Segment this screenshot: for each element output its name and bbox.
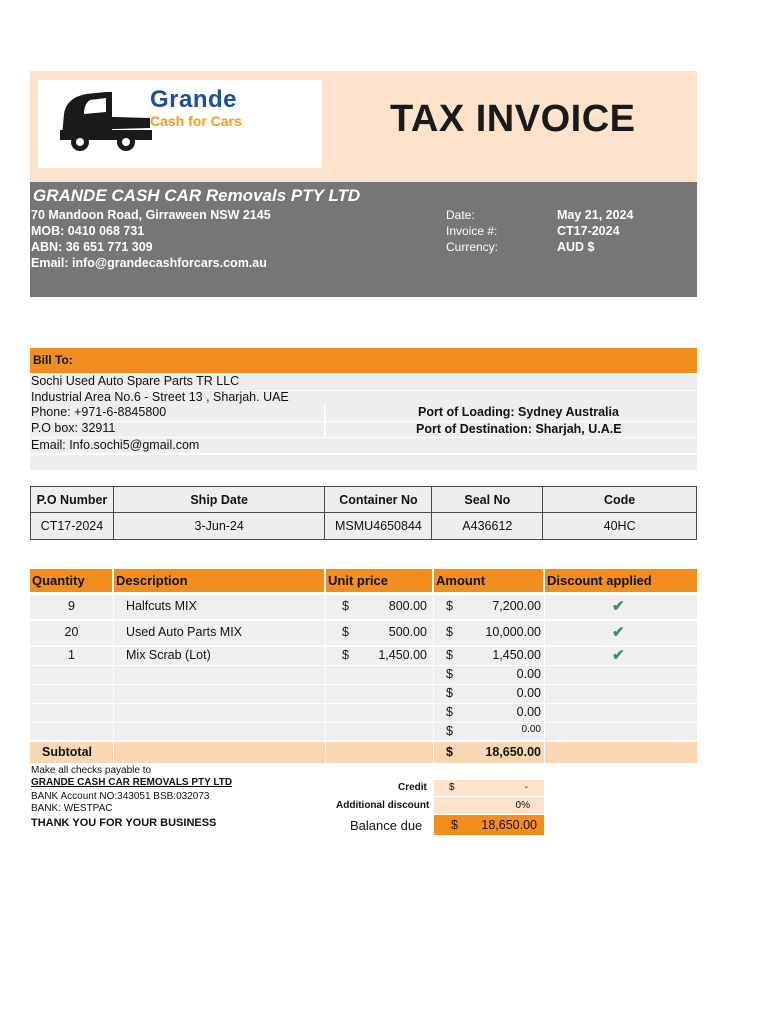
currency-label: Currency: [446, 240, 499, 254]
additional-discount-label: Additional discount [336, 800, 430, 811]
company-email: Email: info@grandecashforcars.com.au [31, 256, 267, 270]
checkmark-icon: ✔ [612, 647, 625, 664]
shipment-table-header [31, 487, 697, 513]
item-row [30, 647, 697, 665]
item-row [30, 685, 697, 703]
tow-truck-icon [60, 86, 152, 156]
subtotal-currency: $ [446, 745, 453, 759]
logo-text-tagline: Cash for Cars [150, 113, 242, 129]
bill-to-heading: Bill To: [33, 353, 73, 367]
shipment-table [30, 486, 697, 540]
bank-account: BANK Account NO:343051 BSB:032073 [31, 791, 210, 802]
bill-to-pobox: P.O box: 32911 [31, 421, 116, 435]
bill-to-company: Sochi Used Auto Spare Parts TR LLC [31, 374, 240, 388]
ship-date-value: 3-Jun-24 [113, 513, 325, 540]
item-row [30, 704, 697, 722]
item-unit-price: 800.00 [388, 599, 427, 613]
item-unit-price: 1,450.00 [378, 648, 427, 662]
bill-to-address: Industrial Area No.6 - Street 13 , Sharjah. UAE [31, 390, 289, 404]
payable-to-text: Make all checks payable to [31, 765, 152, 776]
container-no-value: MSMU4650844 [325, 513, 432, 540]
item-description: Used Auto Parts MIX [126, 625, 243, 639]
item-amount-currency: $ [446, 648, 453, 662]
company-name: GRANDE CASH CAR Removals PTY LTD [33, 186, 361, 205]
item-amount: 0.00 [516, 705, 541, 719]
bill-to-header [30, 348, 697, 373]
additional-discount-cell [434, 797, 544, 814]
item-amount-currency: $ [446, 686, 453, 700]
item-quantity: 20 [64, 625, 79, 639]
header-ship-date: Ship Date [113, 487, 325, 513]
item-amount-currency: $ [446, 599, 453, 613]
item-row [30, 595, 697, 619]
item-row [30, 621, 697, 645]
item-quantity: 9 [68, 599, 75, 613]
bill-divider [324, 406, 326, 437]
item-unit-currency: $ [342, 599, 349, 613]
credit-currency: $ [449, 782, 455, 793]
date-value: May 21, 2024 [557, 208, 634, 222]
items-table-header [30, 569, 697, 592]
balance-due-value: 18,650.00 [481, 818, 537, 832]
subtotal-row [30, 742, 697, 763]
checkmark-icon: ✔ [612, 598, 625, 615]
item-description: Halfcuts MIX [126, 599, 197, 613]
credit-cell [434, 780, 544, 796]
header-container-no: Container No [325, 487, 432, 513]
header-unit-price: Unit price [326, 569, 432, 592]
shipment-table-row [31, 513, 697, 540]
company-logo [38, 80, 322, 168]
additional-discount-value: 0% [515, 800, 530, 811]
item-amount-currency: $ [446, 667, 453, 681]
balance-due-label: Balance due [350, 818, 423, 833]
subtotal-label: Subtotal [42, 745, 92, 759]
item-amount: 0.00 [516, 686, 541, 700]
thank-you-text: THANK YOU FOR YOUR BUSINESS [31, 817, 217, 829]
header-description: Description [114, 569, 324, 592]
item-row [30, 723, 697, 740]
seal-no-value: A436612 [432, 513, 543, 540]
credit-label: Credit [398, 782, 427, 793]
item-unit-currency: $ [342, 648, 349, 662]
currency-value: AUD $ [557, 240, 595, 254]
item-amount-currency: $ [446, 724, 453, 738]
item-amount: 10,000.00 [485, 625, 541, 639]
credit-value: - [524, 782, 528, 793]
header-po-number: P.O Number [31, 487, 114, 513]
header-discount-applied: Discount applied [545, 569, 697, 592]
bill-to-email: Email: Info.sochi5@gmail.com [31, 438, 200, 452]
port-of-destination: Port of Destination: Sharjah, U.A.E [416, 422, 622, 436]
subtotal-value: 18,650.00 [485, 745, 541, 759]
code-value: 40HC [543, 513, 697, 540]
invoice-number-label: Invoice #: [446, 224, 498, 238]
header-code: Code [543, 487, 697, 513]
company-address: 70 Mandoon Road, Girraween NSW 2145 [31, 208, 271, 222]
bill-row [30, 455, 697, 470]
bank-name: BANK: WESTPAC [31, 803, 113, 814]
invoice-title: TAX INVOICE [390, 98, 636, 140]
item-unit-price: 500.00 [388, 625, 427, 639]
header-amount: Amount [434, 569, 543, 592]
item-amount-currency: $ [446, 625, 453, 639]
header-quantity: Quantity [30, 569, 112, 592]
header-seal-no: Seal No [432, 487, 543, 513]
logo-text-grande: Grande [150, 86, 238, 113]
bill-to-phone: Phone: +971-6-8845800 [31, 405, 167, 419]
checkmark-icon: ✔ [612, 624, 625, 641]
item-amount-currency: $ [446, 705, 453, 719]
port-of-loading: Port of Loading: Sydney Australia [418, 405, 619, 419]
item-amount: 0.00 [516, 667, 541, 681]
item-amount: 0.00 [521, 724, 541, 735]
invoice-number-value: CT17-2024 [557, 224, 620, 238]
balance-currency: $ [451, 818, 458, 832]
company-mobile: MOB: 0410 068 731 [31, 224, 145, 238]
balance-due-cell [434, 815, 544, 835]
item-description: Mix Scrab (Lot) [126, 648, 211, 662]
item-row [30, 666, 697, 684]
item-amount: 1,450.00 [492, 648, 541, 662]
item-quantity: 1 [68, 648, 75, 662]
item-unit-currency: $ [342, 625, 349, 639]
date-label: Date: [446, 208, 475, 222]
company-abn: ABN: 36 651 771 309 [31, 240, 153, 254]
po-number-value: CT17-2024 [31, 513, 114, 540]
item-amount: 7,200.00 [492, 599, 541, 613]
payee-name: GRANDE CASH CAR REMOVALS PTY LTD [31, 777, 233, 788]
